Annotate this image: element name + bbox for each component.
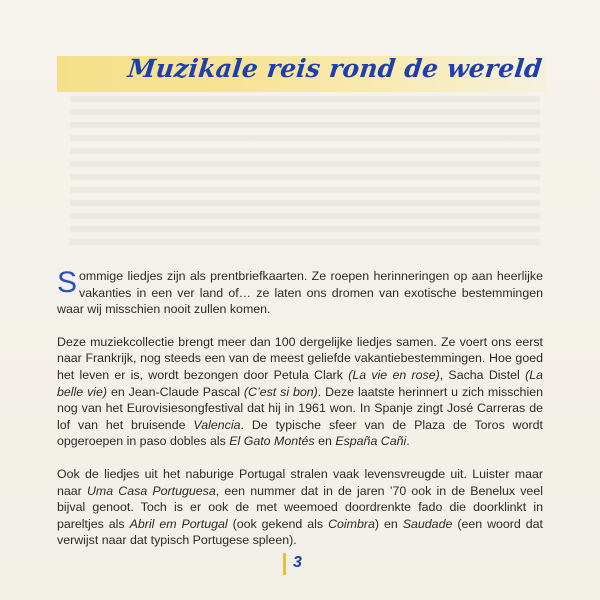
text-run: en	[314, 434, 336, 449]
paragraph-france-spain	[57, 334, 543, 450]
song-title: (La belle vie)	[57, 367, 543, 399]
text-run: , een nummer dat in de jaren ’70 ook in de Benelux veel bijval genoot. Toch is er ook de met weemoed doordrenkte fado die doorklinkt in pareltjes als	[57, 483, 543, 531]
text-run: ) en	[374, 516, 403, 531]
song-title: Valencia	[193, 417, 241, 432]
bleed-through-texture	[70, 96, 540, 246]
paragraph-intro	[57, 268, 543, 318]
text-run: en Jean-Claude Pascal	[107, 384, 244, 399]
text-run: (een woord dat verwijst naar dat typisch Portugese spleen).	[57, 516, 543, 548]
page-title: Muzikale reis rond de wereld	[126, 54, 544, 83]
text-run: (ook gekend als	[227, 516, 329, 531]
song-title: Uma Casa Portuguesa	[86, 483, 216, 498]
song-title: Coimbra	[328, 516, 375, 531]
page-number-marker	[283, 553, 286, 575]
paragraph-intro-text: ommige liedjes zijn als prentbriefkaarten. Ze roepen herinneringen op aan heerlijke vakanties in een ver land of… ze laten ons dromen van exotische bestemmingen waar wij misschien nooit zullen komen.	[57, 269, 543, 317]
body-text	[57, 268, 543, 565]
drop-cap: S	[57, 266, 78, 299]
paragraph-portugal	[57, 466, 543, 549]
song-title: Abril em Portugal	[129, 516, 228, 531]
song-title: (C’est si bon)	[243, 384, 318, 399]
song-title: España Cañi	[335, 434, 407, 449]
text-run: Deze muziekcollectie brengt meer dan 100 dergelijke liedjes samen. Ze voert ons eerst naar Frankrijk, nog steeds een van de meest geliefde vakantiebestemmingen. Hoe goed het leven er is, wordt bezongen door Petula Clark	[57, 334, 543, 382]
text-run: , Sacha Distel	[439, 367, 526, 382]
song-title: El Gato Montés	[229, 434, 315, 449]
page-number: 3	[293, 554, 302, 571]
text-run: .	[406, 434, 410, 449]
text-run: . De typische sfeer van de Plaza de Toros wordt opgeroepen in paso dobles als	[57, 417, 543, 449]
song-title: Saudade	[402, 516, 453, 531]
text-run: Ook de liedjes uit het naburige Portugal stralen vaak levensvreugde uit. Luister maar naar	[57, 466, 543, 498]
song-title: (La vie en rose)	[348, 367, 440, 382]
text-run: . Deze laatste herinnert u zich misschien nog van het Eurovisiesongfestival dat hij in 1961 won. In Spanje zingt José Carreras de lof van het bruisende	[57, 384, 543, 432]
